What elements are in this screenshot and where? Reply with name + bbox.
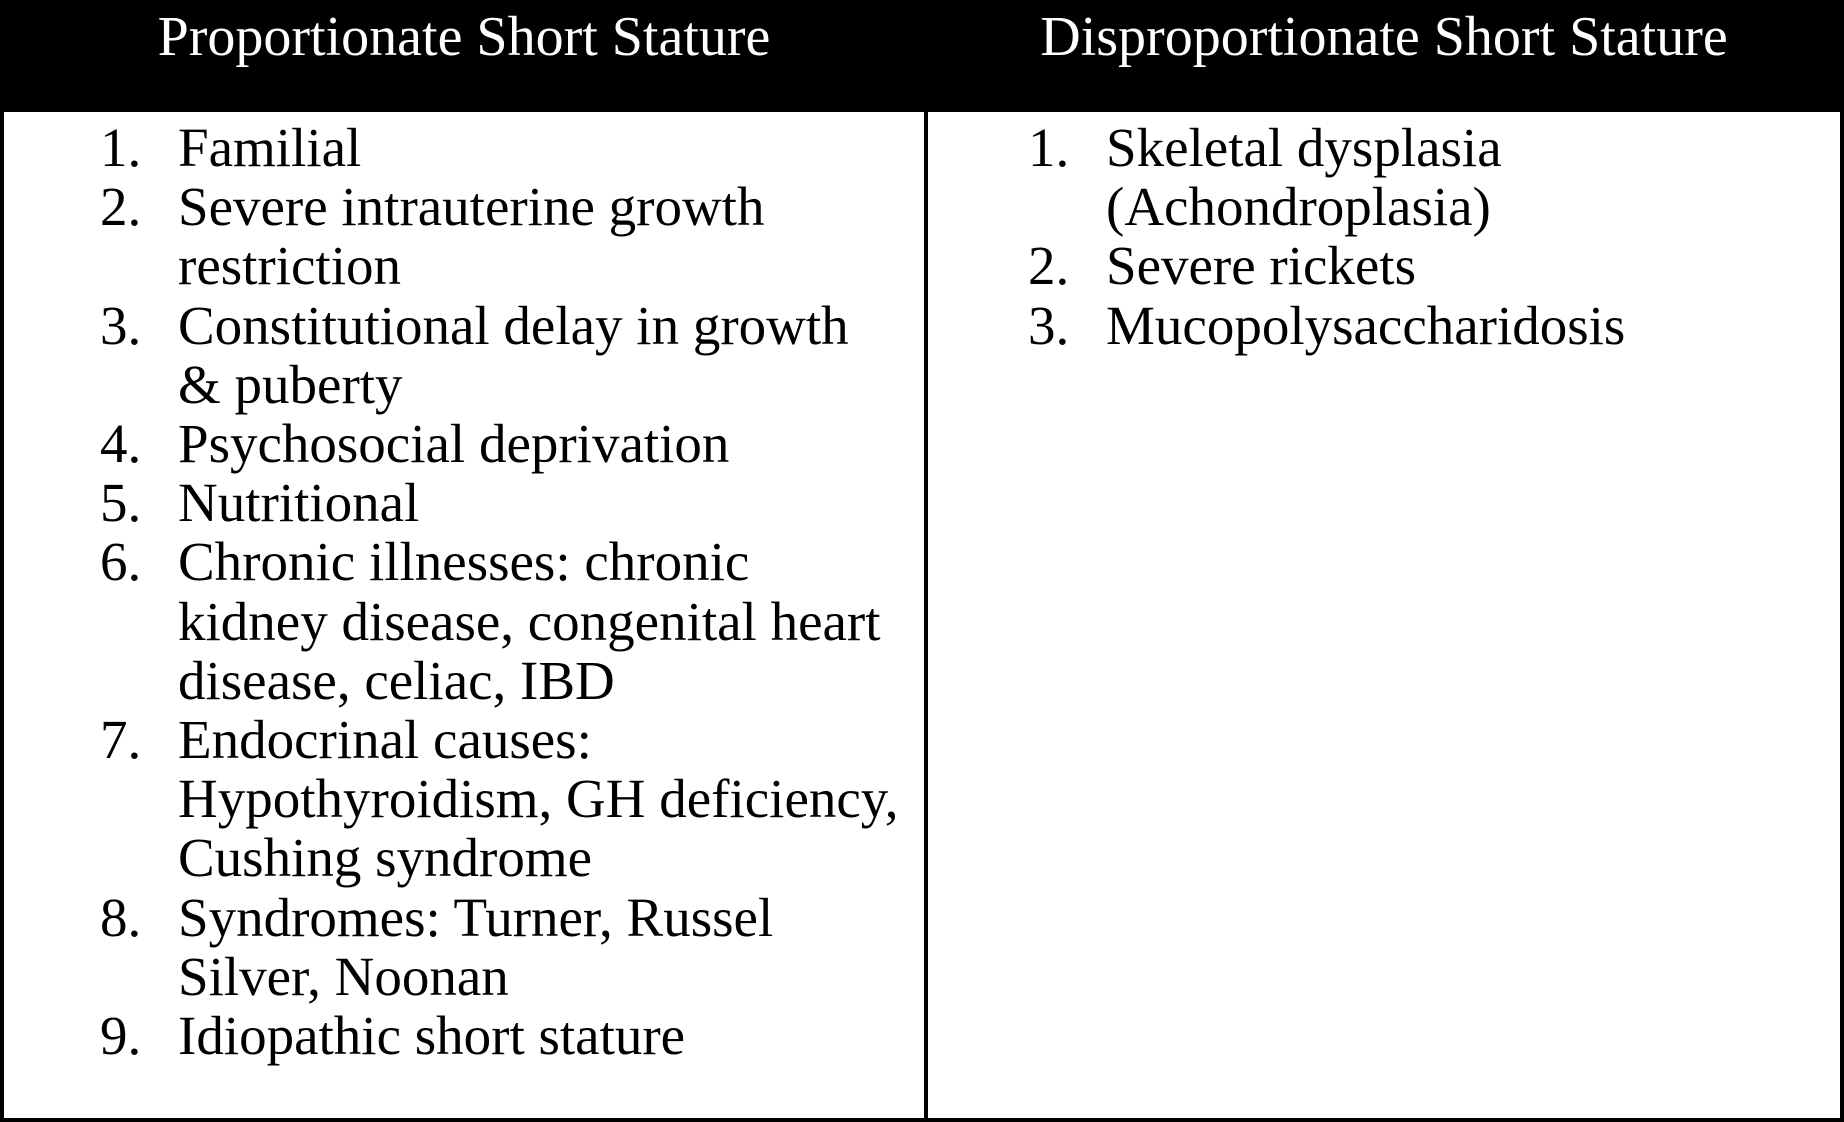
item-number: 4. [100, 413, 142, 475]
header-disproportionate: Disproportionate Short Stature [928, 4, 1840, 112]
item-text: Skeletal dysplasia (Achondroplasia) [1106, 117, 1502, 238]
item-text: Nutritional [178, 472, 420, 534]
list-item [100, 177, 924, 295]
item-number: 3. [1028, 294, 1070, 356]
item-number: 1. [100, 117, 142, 178]
item-text: Constitutional delay in growth & puberty [178, 294, 849, 415]
item-number: 9. [100, 1005, 142, 1067]
item-number: 5. [100, 472, 142, 534]
item-number: 1. [1028, 117, 1070, 178]
proportionate-list [4, 118, 924, 1065]
list-item [100, 473, 924, 532]
item-number: 6. [100, 531, 142, 593]
item-text: Endocrinal causes: Hypothyroidism, GH deficiency, Cushing syndrome [178, 709, 899, 889]
list-item [1028, 296, 1840, 355]
item-text: Syndromes: Turner, Russel Silver, Noonan [178, 886, 774, 1007]
list-item [100, 414, 924, 473]
list-item [100, 118, 924, 177]
item-number: 7. [100, 709, 142, 771]
disproportionate-cell [928, 112, 1840, 1118]
item-text: Mucopolysaccharidosis [1106, 294, 1626, 356]
item-text: Psychosocial deprivation [178, 413, 730, 475]
item-text: Familial [178, 117, 362, 178]
item-text: Severe intrauterine growth restriction [178, 176, 765, 297]
list-item [1028, 236, 1840, 295]
list-item [1028, 118, 1840, 236]
list-item [100, 532, 924, 710]
item-text: Idiopathic short stature [178, 1005, 686, 1067]
list-item [100, 710, 924, 888]
list-item [100, 888, 924, 1006]
item-text: Severe rickets [1106, 235, 1416, 297]
list-item [100, 1006, 924, 1065]
item-number: 8. [100, 886, 142, 948]
list-item [100, 296, 924, 414]
header-proportionate: Proportionate Short Stature [4, 4, 928, 112]
item-text: Chronic illnesses: chronic kidney disease, congenital heart disease, celiac, IBD [178, 531, 881, 711]
item-number: 2. [1028, 235, 1070, 297]
disproportionate-list [928, 118, 1840, 355]
proportionate-cell [4, 112, 928, 1118]
item-number: 2. [100, 176, 142, 238]
item-number: 3. [100, 294, 142, 356]
